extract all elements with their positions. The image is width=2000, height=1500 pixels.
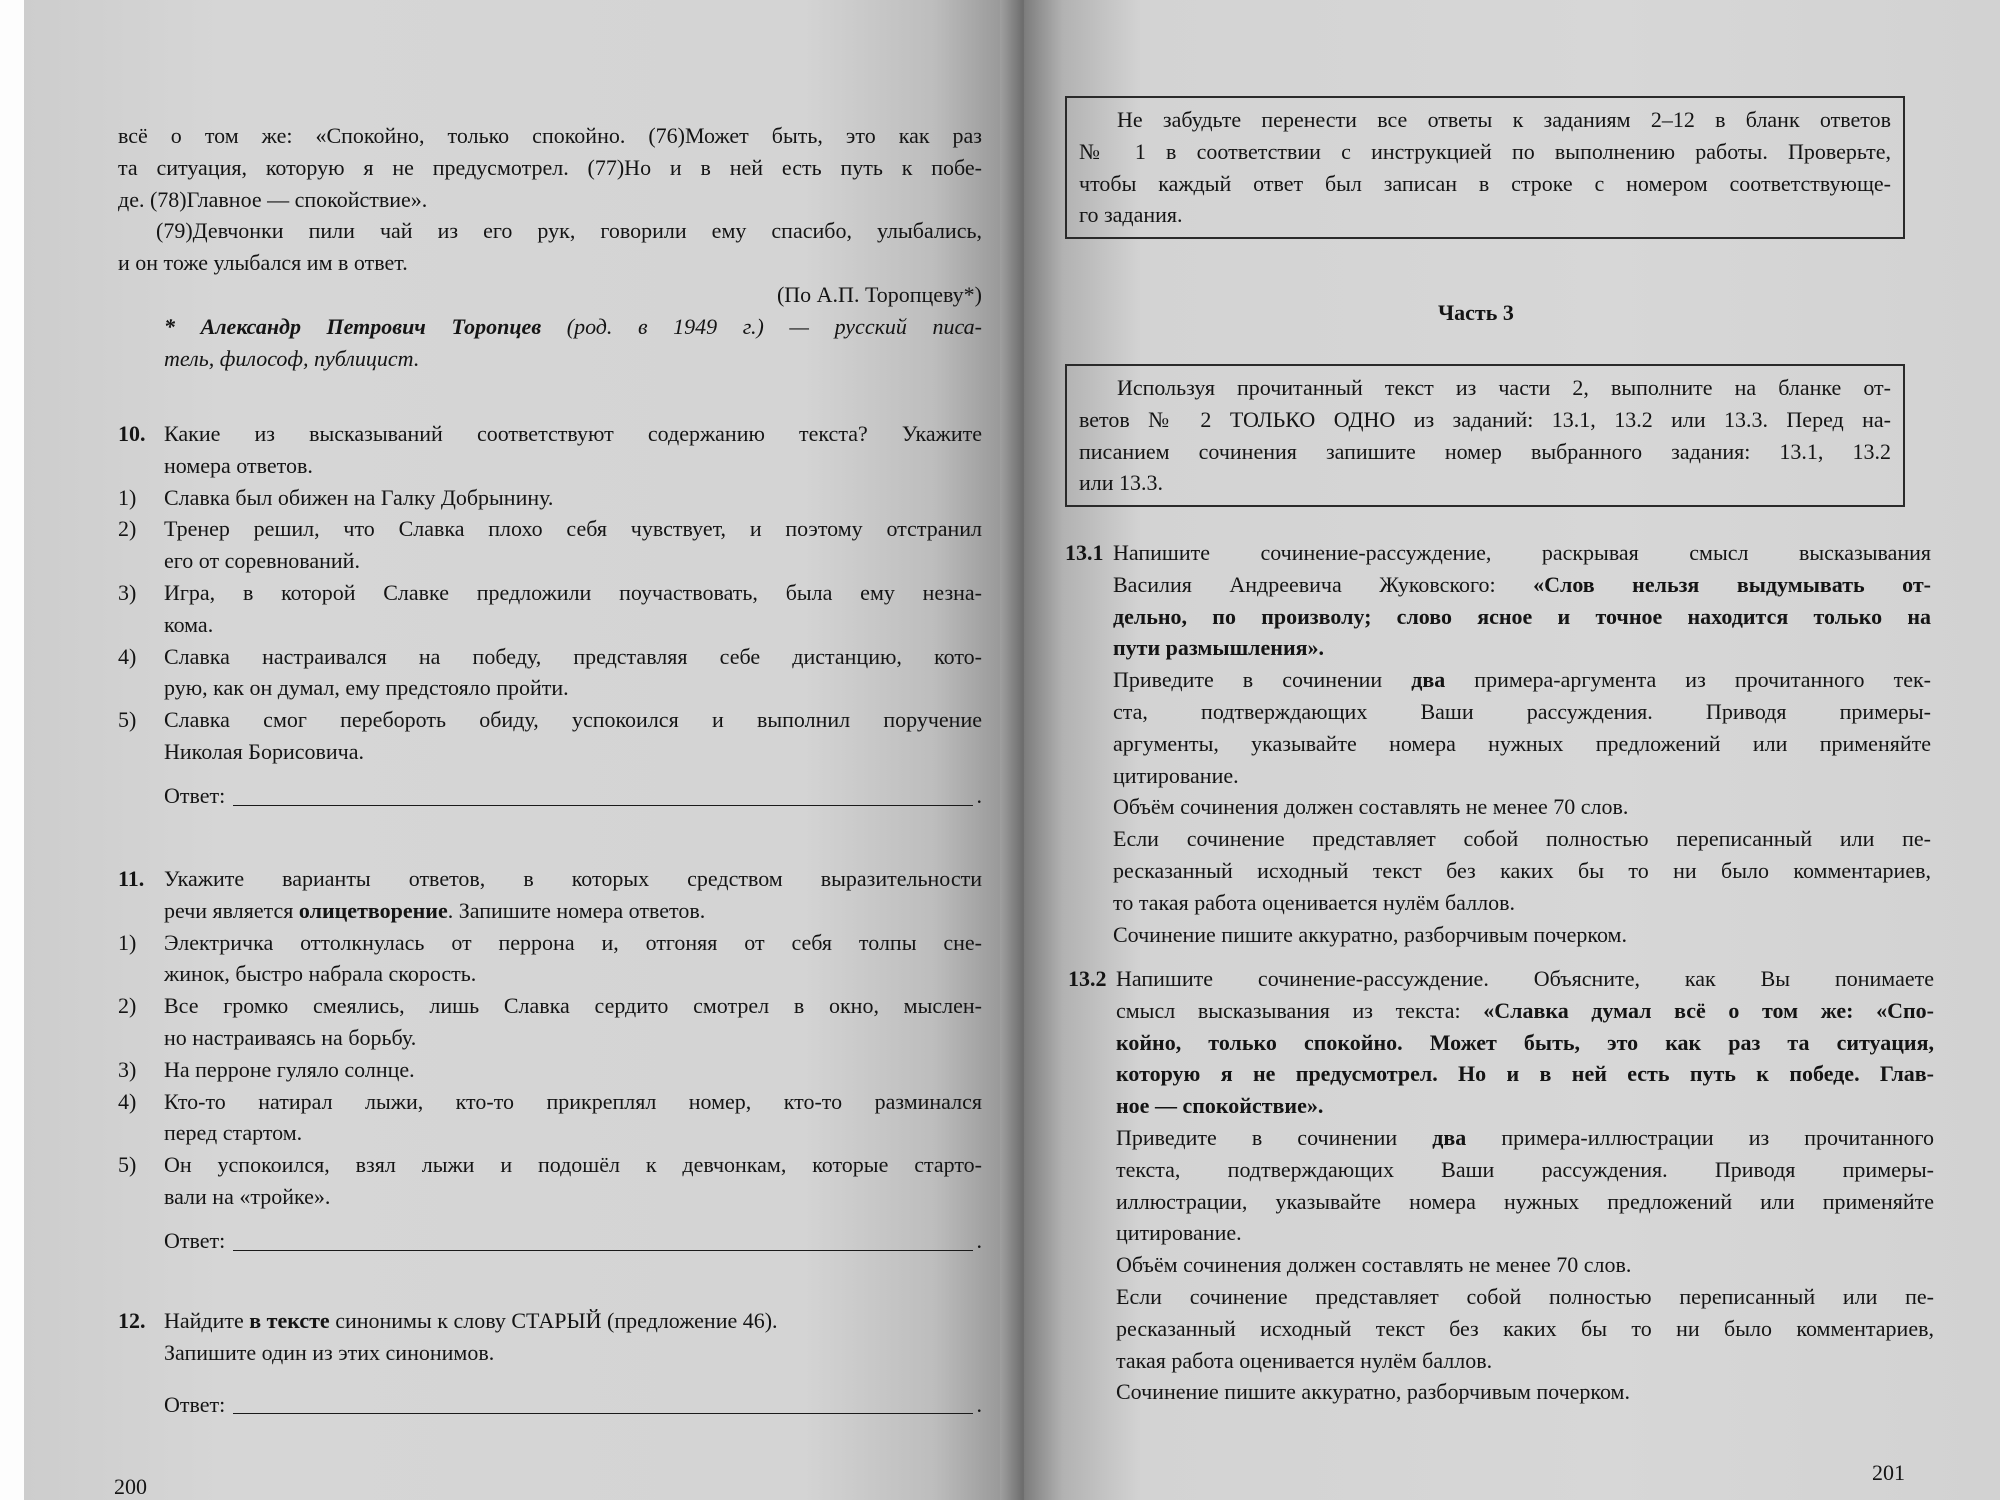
part-title: Часть 3 [1438,300,1514,325]
option-2: 2) Тренер решил, что Славка плохо себя чувствует, и поэтому отстранил его от соревнований. [118,516,982,574]
text-line: всё о том же: «Спокойно, только спокойно. (76)Может быть, это как раз [118,123,982,148]
transfer-answers-notice [1065,96,1905,239]
keyword-in-text: в тексте [249,1308,330,1333]
part3-instruction [1065,364,1905,507]
question-number: 10. [118,421,146,446]
right-page [1024,0,2000,1500]
option-3: 3) Игра, в которой Славке предложили поучаствовать, была ему незна- кома. [118,579,982,637]
question-text: Найдите в тексте синонимы к слову СТАРЫЙ (предложение 46). [164,1308,778,1333]
instruction-line: или 13.3. [1079,470,1164,496]
question-text: Запишите один из этих синонимов. [164,1339,495,1365]
quote-slavka: «Славка думал всё о том же: «Спо- [1483,997,1934,1023]
footnote-line: тель, философ, публицист. [164,345,420,371]
question-number: 11. [118,866,145,891]
footnote-author: Александр Петрович Торопцев [200,313,542,339]
page-number-left: 200 [114,1474,147,1499]
question-text: Укажите варианты ответов, в которых средством выразительности [164,866,982,891]
task-13-1: 13.1 Напишите сочинение-рассуждение, раскрывая смысл высказывания Василия Андреевича Жуковского: «Слов нельзя выдумывать от- дельно, по произволу; слово ясное и точное находится только на пути размышления». Приведите в сочинении два примера-аргумента из прочитанного тек- ста, подтверждающих Ваши рассуждения. Приводя примеры- аргументы, указывайте номера нужных предложений или применяйте цитирование. Объём сочинения должен составлять не менее 70 слов. Если сочинение представляет собой полностью переписанный или пе- ресказанный исходный текст без каких бы то ни было комментариев, то такая работа оценивается нулём баллов. Сочинение пишите аккуратно, разборчивым почерком. [1065,537,1931,950]
task-number: 13.2 [1068,966,1107,991]
text-line: и он тоже улыбался им в ответ. [118,250,408,276]
left-page [24,0,1024,1500]
option-2: 2) Все громко смеялись, лишь Славка сердито смотрел в окно, мыслен- но настраиваясь на борьбу. [118,993,982,1050]
page-number-right: 201 [1872,1460,1905,1485]
option-4: 4) Славка настраивался на победу, представляя себе дистанцию, кото- рую, как он думал, ему предстояло пройти. [118,643,982,701]
answer-end: . [976,782,982,808]
question-text: речи является олицетворение. Запишите номера ответов. [164,897,706,923]
answer-end: . [976,1227,982,1253]
footnote-text: (род. в 1949 г.) — русский писа- [541,313,982,339]
answer-label: Ответ: [164,1391,226,1417]
text-line: де. (78)Главное — спокойствие». [118,186,428,212]
text-line: та ситуация, которую я не предусмотрел. (77)Но и в ней есть путь к побе- [118,154,982,180]
answer-label: Ответ: [164,782,226,808]
answer-label: Ответ: [164,1227,226,1253]
instruction-line: писанием сочинения запишите номер выбранного задания: 13.1, 13.2 [1079,438,1891,464]
notice-line: Не забудьте перенести все ответы к заданиям 2–12 в бланк ответов [1117,107,1891,132]
option-1: 1) Славка был обижен на Галку Добрынину. [118,484,554,510]
answer-field-11[interactable] [164,1225,982,1257]
notice-line: № 1 в соответствии с инструкцией по выполнению работы. Проверьте, [1079,138,1891,164]
question-10 [118,418,982,812]
option-5: 5) Славка смог перебороть обиду, успокоился и выполнил поручение Николая Борисовича. [118,707,982,764]
answer-end: . [976,1391,982,1417]
task-number: 13.1 [1065,540,1104,565]
keyword-personification: олицетворение [298,897,448,923]
question-text: номера ответов. [164,452,313,478]
instruction-line: Используя прочитанный текст из части 2, выполните на бланке от- [1117,375,1891,400]
question-text: Какие из высказываний соответствуют содержанию текста? Укажите [164,421,982,446]
option-5: 5) Он успокоился, взял лыжи и подошёл к девчонкам, которые старто- вали на «тройке». [118,1152,982,1209]
question-11 [118,863,982,1257]
option-1: 1) Электричка оттолкнулась от перрона и, отгоняя от себя толпы сне- жинок, быстро набрала скорость. [118,929,982,987]
answer-line[interactable] [233,1227,972,1251]
text-excerpt-ending [118,120,982,374]
footnote-line [164,311,982,343]
option-4: 4) Кто-то натирал лыжи, кто-то прикреплял номер, кто-то разминался перед стартом. [118,1088,982,1146]
answer-field-10[interactable] [164,780,982,812]
question-number: 12. [118,1308,146,1333]
option-3: 3) На перроне гуляло солнце. [118,1056,415,1082]
quote-zhukovsky: «Слов нельзя выдумывать от- [1533,571,1931,597]
question-12 [118,1305,982,1420]
footnote-star: * [164,313,201,339]
answer-line[interactable] [233,1390,972,1414]
answer-line[interactable] [233,782,972,806]
source-attribution: (По А.П. Торопцеву*) [776,281,982,307]
text-line: (79)Девчонки пили чай из его рук, говорили ему спасибо, улыбались, [156,218,982,244]
notice-line: го задания. [1079,202,1183,228]
task-13-2: 13.2 Напишите сочинение-рассуждение. Объясните, как Вы понимаете смысл высказывания из текста: «Славка думал всё о том же: «Спо- койно, только спокойно. Может быть, это как раз та ситуация, которую я не предусмотрел. Но и в ней есть путь к победе. Глав- ное — спокойствие». Приведите в сочинении два примера-иллюстрации из прочитанного текста, подтверждающих Ваши рассуждения. Приводя примеры- иллюстрации, указывайте номера нужных предложений или применяйте цитирование. Объём сочинения должен составлять не менее 70 слов. Если сочинение представляет собой полностью переписанный или пе- ресказанный исходный текст без каких бы то ни было комментариев, такая работа оценивается нулём баллов. Сочинение пишите аккуратно, разборчивым почерком. [1068,963,1934,1408]
answer-field-12[interactable] [164,1389,982,1421]
notice-line: чтобы каждый ответ был записан в строке с номером соответствующе- [1079,170,1891,196]
instruction-line: ветов № 2 ТОЛЬКО ОДНО из заданий: 13.1, 13.2 или 13.3. Перед на- [1079,406,1891,432]
